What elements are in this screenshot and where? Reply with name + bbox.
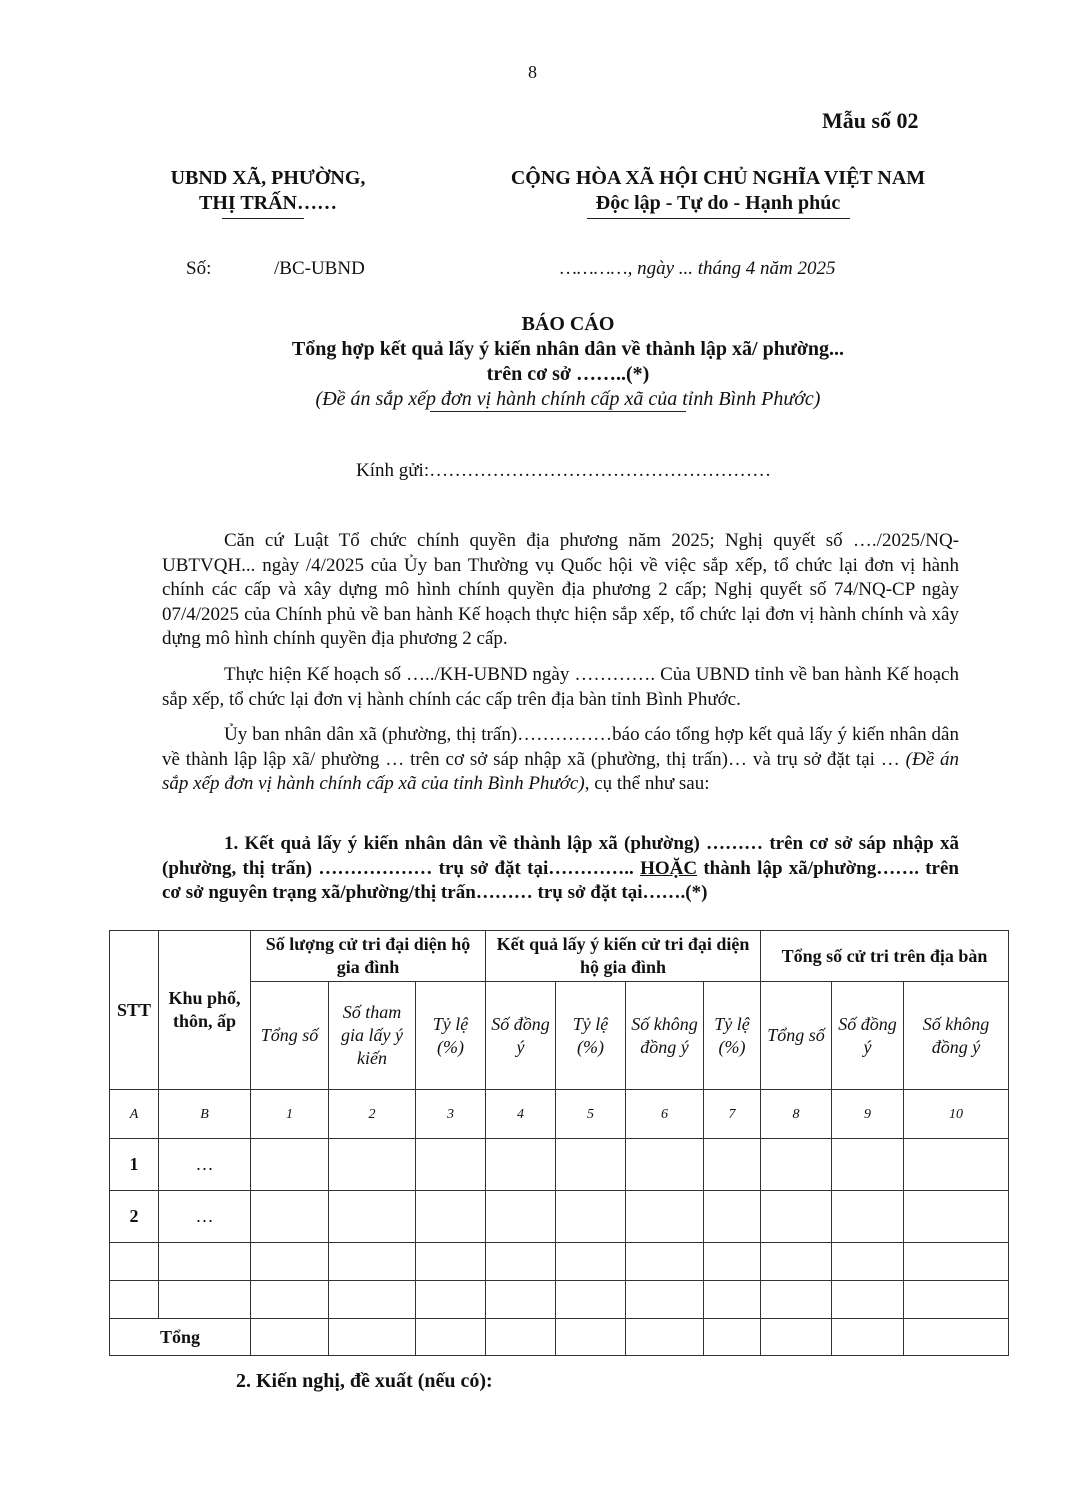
header-group-results: Kết quả lấy ý kiến cử tri đại diện hộ gia đình [486,931,761,982]
page-number: 8 [528,62,537,82]
section-1-part-b: thành lập xã/phường……. trên cơ sở nguyên trạng xã/phường/thị trấn……… trụ sở đặt tại…….(*) [162,857,959,903]
subheader-cell: Tỷ lệ (%) [416,982,486,1090]
index-cell: 8 [761,1090,832,1139]
motto-underline [587,218,850,219]
title-basis: trên cơ sở ……..(*) [486,363,650,385]
section-1-heading [162,832,959,906]
row-area: … [159,1191,251,1243]
subheader-cell: Số tham gia lấy ý kiến [329,982,416,1090]
title-main: BÁO CÁO [521,313,615,335]
org-line-1: UBND XÃ, PHƯỜNG, [170,167,366,189]
row-stt: 2 [110,1191,159,1243]
title-subject: Tổng hợp kết quả lấy ý kiến nhân dân về thành lập xã/ phường... [291,338,845,360]
subheader-cell: Số đồng ý [832,982,904,1090]
index-cell: 6 [626,1090,704,1139]
index-cell: B [159,1090,251,1139]
subheader-cell: Số đồng ý [486,982,556,1090]
subheader-cell: Số không đồng ý [626,982,704,1090]
report-title [150,312,986,412]
nation-motto: Độc lập - Tự do - Hạnh phúc [595,192,841,214]
row-area [159,1243,251,1281]
paragraph-report-intro [162,723,959,797]
paragraph-2-text: Thực hiện Kế hoạch số …../KH-UBND ngày …………. Của UBND tỉnh về ban hành Kế hoạch sắp xếp, tổ chức lại đơn vị hành chính các cấp trên địa bàn tỉnh Bình Phước. [162,664,959,710]
table-row [110,1191,1009,1243]
index-cell: 3 [416,1090,486,1139]
place-date: …………, ngày ... tháng 4 năm 2025 [560,258,836,279]
index-cell: 9 [832,1090,904,1139]
paragraph-3-tail: , cụ thể như sau: [584,773,710,794]
table-row [110,1139,1009,1191]
row-stt [110,1281,159,1319]
index-cell: 2 [329,1090,416,1139]
paragraph-1-text: Căn cứ Luật Tổ chức chính quyền địa phương năm 2025; Nghị quyết số …./2025/NQ-UBTVQH... ngày /4/2025 của Ủy ban Thường vụ Quốc hội về việc sắp xếp, tổ chức lại đơn vị hành chính các cấp và xây dựng mô hình chính quyền địa phương 2 cấp; Nghị quyết số 74/NQ-CP ngày 07/4/2025 của Chính phủ về ban hành Kế hoạch thực hiện sắp xếp, tổ chức lại đơn vị hành chính và xây dựng mô hình chính quyền địa phương 2 cấp. [162,530,959,649]
paragraph-implementation [162,663,959,712]
title-project: (Đề án sắp xếp đơn vị hành chính cấp xã của tỉnh Bình Phước) [315,388,821,410]
header-group-voters: Số lượng cử tri đại diện hộ gia đình [251,931,486,982]
row-stt [110,1243,159,1281]
section-2-heading: 2. Kiến nghị, đề xuất (nếu có): [236,1370,493,1392]
national-header [470,166,966,216]
table-row [110,1243,1009,1281]
section-1-or: HOẶC [640,857,698,879]
index-cell: 1 [251,1090,329,1139]
paragraph-legal-basis [162,529,959,652]
row-stt: 1 [110,1139,159,1191]
subheader-cell: Tổng số [761,982,832,1090]
results-table [109,930,1009,1356]
doc-number-suffix: /BC-UBND [274,258,365,279]
org-line-2: THỊ TRẤN…… [199,192,337,214]
index-cell: 10 [904,1090,1009,1139]
paragraph-3-main: Ủy ban nhân dân xã (phường, thị trấn)……………báo cáo tổng hợp kết quả lấy ý kiến nhân dân về thành lập lập xã/ phường … trên cơ sở sáp nhập xã (phường, thị trấn)… và trụ sở đặt tại … [162,724,959,770]
index-cell: 4 [486,1090,556,1139]
subheader-cell: Tỷ lệ (%) [556,982,626,1090]
recipient-line: Kính gửi:……………………………………………… [356,460,772,481]
form-code: Mẫu số 02 [822,108,919,133]
index-cell: 7 [704,1090,761,1139]
header-area: Khu phố, thôn, ấp [159,931,251,1090]
subheader-cell: Số không đồng ý [904,982,1009,1090]
header-group-total: Tổng số cử tri trên địa bàn [761,931,1009,982]
org-underline [222,218,304,219]
section-1-text [162,832,959,906]
subheader-cell: Tổng số [251,982,329,1090]
row-area [159,1281,251,1319]
table-row [110,1281,1009,1319]
paragraph-3-text [162,723,959,797]
row-area: … [159,1139,251,1191]
index-cell: A [110,1090,159,1139]
index-row [110,1090,1009,1139]
title-underline [430,411,686,412]
nation-name: CỘNG HÒA XÃ HỘI CHỦ NGHĨA VIỆT NAM [510,167,926,189]
paragraph-3-project: (Đề án sắp xếp đơn vị hành chính cấp xã của tỉnh Bình Phước) [162,748,959,794]
total-row [110,1319,1009,1356]
section-1-part-a: 1. Kết quả lấy ý kiến nhân dân về thành lập xã (phường) ……… trên cơ sở sáp nhập xã (phường, thị trấn) ……………… trụ sở đặt tại………….. [162,833,959,879]
total-label: Tổng [110,1319,251,1356]
index-cell: 5 [556,1090,626,1139]
subheader-cell: Tỷ lệ (%) [704,982,761,1090]
issuing-organization [150,166,386,216]
doc-number-label: Số: [186,258,212,279]
header-stt: STT [110,931,159,1090]
